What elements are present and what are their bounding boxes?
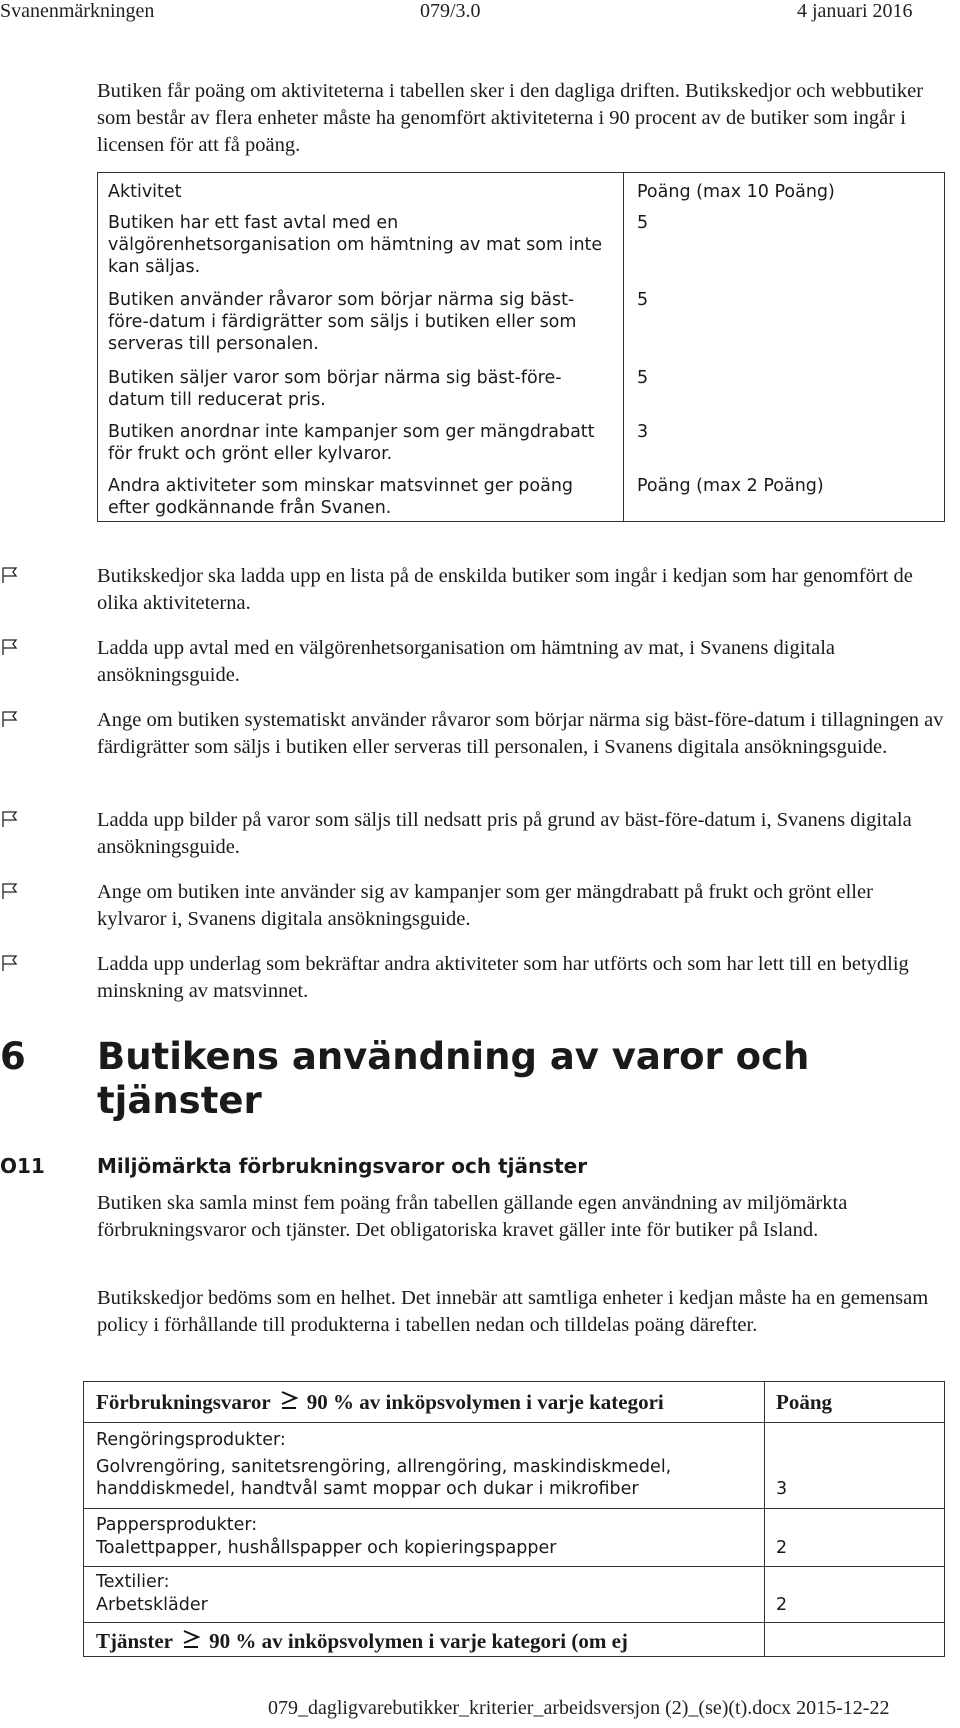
category-points: 2: [776, 1595, 788, 1615]
table-divider: [84, 1622, 944, 1623]
table-row-activity: Butiken säljer varor som börjar närma sig bäst-före-datum till reducerat pris.: [108, 368, 562, 410]
flag-icon: [0, 709, 20, 729]
category-points: 2: [776, 1538, 788, 1558]
flag-icon: [0, 809, 20, 829]
header-pre-text: Förbrukningsvaror: [96, 1390, 271, 1414]
requirement-code: O11: [0, 1154, 45, 1178]
flag-icon: [0, 565, 20, 585]
requirement-title: Miljömärkta förbrukningsvaror och tjänster: [97, 1154, 588, 1178]
category-items: Golvrengöring, sanitetsrengöring, allrengöring, maskindiskmedel,: [96, 1457, 672, 1477]
list-item-text: Butikskedjor ska ladda upp en lista på de enskilda butiker som ingår i kedjan som har genomfört de olika aktiviteterna.: [97, 565, 913, 614]
header-left: Svanenmärkningen: [0, 0, 155, 22]
header-date: 4 januari 2016: [797, 0, 913, 22]
table-divider: [84, 1508, 944, 1509]
table-row-points: Poäng (max 2 Poäng): [637, 476, 824, 496]
list-item-text: Ladda upp avtal med en välgörenhetsorganisation om hämtning av mat, i Svanens digitala ansökningsguide.: [97, 637, 836, 686]
table-row-points: 5: [637, 368, 649, 388]
header-post-text: 90 % av inköpsvolymen i varje kategori: [306, 1390, 664, 1414]
list-item-text: Ange om butiken systematiskt använder råvaror som börjar närma sig bäst-före-datum i tillagningen av färdigrätter som säljs i butiken eller serveras till personalen, i Svanens digitala ansökningsguide.: [97, 709, 944, 758]
requirement-paragraph: Butikskedjor bedöms som en helhet. Det innebär att samtliga enheter i kedjan måste ha en gemensam policy i förhållande till produkterna i tabellen nedan och tilldelas poäng därefter.: [97, 1287, 929, 1336]
greater-equal-icon: [178, 1628, 204, 1650]
consumables-table: [83, 1381, 945, 1657]
table-row-points: 3: [637, 422, 649, 442]
category-points: 3: [776, 1479, 788, 1499]
category-items: Arbetskläder: [96, 1595, 208, 1615]
table-row-activity: Butiken använder råvaror som börjar närma sig bäst-före-datum i färdigrätter som säljs i butiken eller som serveras till personalen.: [108, 290, 577, 354]
greater-equal-icon: [276, 1389, 302, 1411]
category-label: Rengöringsprodukter:: [96, 1430, 286, 1450]
table-row-activity: Butiken har ett fast avtal med en välgörenhetsorganisation om hämtning av mat som inte kan säljas.: [108, 213, 603, 277]
section-number: 6: [0, 1035, 26, 1078]
list-item-text: Ladda upp underlag som bekräftar andra aktiviteter som har utförts och som har lett till en betydlig minskning av matsvinnet.: [97, 953, 909, 1002]
footer-pre-text: Tjänster: [96, 1629, 173, 1653]
table-row-activity: Andra aktiviteter som minskar matsvinnet ger poäng efter godkännande från Svanen.: [108, 476, 574, 518]
category-items: handdiskmedel, handtvål samt moppar och dukar i mikrofiber: [96, 1479, 639, 1499]
page-footer: 079_dagligvarebutikker_kriterier_arbeidsversjon (2)_(se)(t).docx 2015-12-22: [268, 1697, 890, 1719]
flag-icon: [0, 881, 20, 901]
table-header-activity: Aktivitet: [108, 182, 182, 202]
table-header-category: [96, 1389, 664, 1415]
table-header-points: Poäng: [776, 1390, 833, 1414]
category-label: Textilier:: [96, 1572, 170, 1592]
header-doc-number: 079/3.0: [420, 0, 481, 22]
list-item-text: Ange om butiken inte använder sig av kampanjer som ger mängdrabatt på frukt och grönt eller kylvaror i, Svanens digitala ansökningsguide.: [97, 881, 873, 930]
page-header: [0, 0, 960, 28]
table-footer-row: [96, 1628, 628, 1654]
intro-paragraph: Butiken får poäng om aktiviteterna i tabellen sker i den dagliga driften. Butikskedjor och webbutiker som består av flera enheter måste ha genomfört aktiviteterna i 90 procent av de butiker som ingår i licensen för att få poäng.: [97, 80, 924, 156]
table-row-points: 5: [637, 213, 649, 233]
table-header-points: Poäng (max 10 Poäng): [637, 182, 835, 202]
flag-icon: [0, 637, 20, 657]
table-row-points: 5: [637, 290, 649, 310]
table-divider: [764, 1382, 765, 1656]
table-divider: [623, 173, 624, 521]
table-divider: [84, 1566, 944, 1567]
footer-post-text: 90 % av inköpsvolymen i varje kategori (om ej: [209, 1629, 628, 1653]
list-item-text: Ladda upp bilder på varor som säljs till nedsatt pris på grund av bäst-före-datum i, Svanens digitala ansökningsguide.: [97, 809, 912, 858]
table-divider: [84, 1422, 944, 1423]
category-label: Pappersprodukter:: [96, 1515, 258, 1535]
section-title: Butikens användning av varor och tjänster: [97, 1035, 810, 1122]
requirement-paragraph: Butiken ska samla minst fem poäng från tabellen gällande egen användning av miljömärkta förbrukningsvaror och tjänster. Det obligatoriska kravet gäller inte för butiker på Island.: [97, 1192, 848, 1241]
activity-table: [97, 172, 945, 522]
table-row-activity: Butiken anordnar inte kampanjer som ger mängdrabatt för frukt och grönt eller kylvaror.: [108, 422, 595, 464]
category-items: Toalettpapper, hushållspapper och kopieringspapper: [96, 1538, 557, 1558]
flag-icon: [0, 953, 20, 973]
